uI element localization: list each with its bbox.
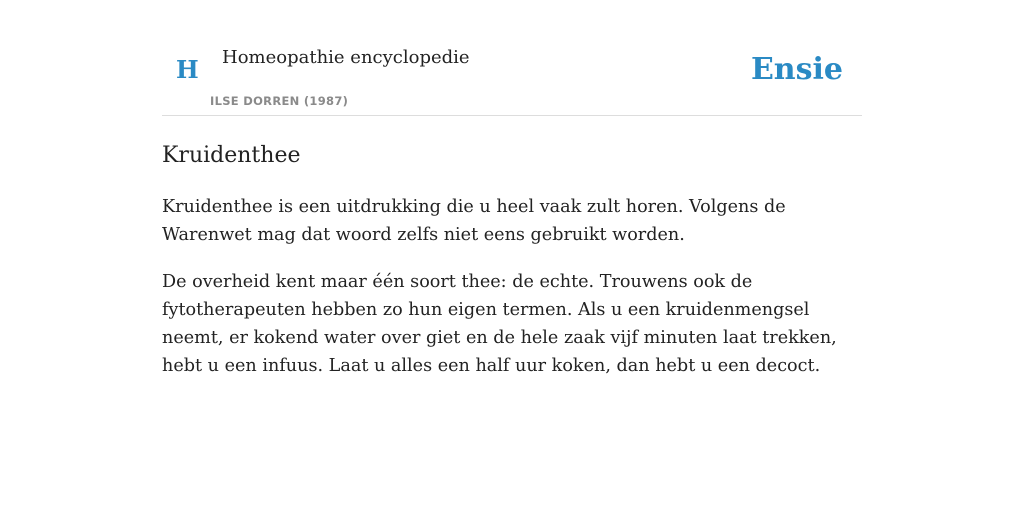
book-author: ILSE DORREN (1987) <box>210 94 349 108</box>
article-paragraph-2: De overheid kent maar één soort thee: de echte. Trouwens ook de fytotherapeuten hebben zo hun eigen termen. Als u een kruidenmengsel neemt, er kokend water over giet en de hele zaak vijf minuten laat trekken, hebt u een infuus. Laat u alles een half uur koken, dan hebt u een decoct. <box>162 272 837 376</box>
book-initial-icon: H <box>176 55 199 84</box>
page <box>162 0 862 380</box>
brand-logo-link[interactable]: Ensie <box>750 52 843 87</box>
book-title-link[interactable]: Homeopathie encyclopedie <box>222 47 470 68</box>
article-title: Kruidenthee <box>162 143 301 168</box>
article-paragraph-1: Kruidenthee is een uitdrukking die u heel vaak zult horen. Volgens de Warenwet mag dat woord zelfs niet eens gebruikt worden. <box>162 197 786 245</box>
header <box>162 0 862 116</box>
article-body <box>162 193 862 380</box>
